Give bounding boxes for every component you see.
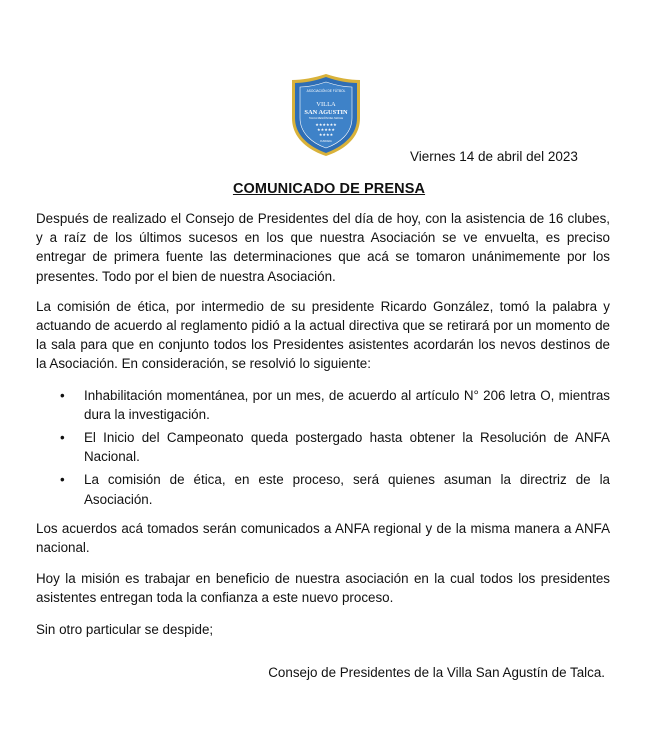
svg-text:★★★★★: ★★★★★ <box>317 127 335 132</box>
bullet-dot-icon: • <box>60 472 65 488</box>
document-title: COMUNICADO DE PRENSA <box>232 181 426 197</box>
svg-text:★★★★: ★★★★ <box>318 132 334 137</box>
body-paragraph: Después de realizado el Consejo de Presidentes del día de hoy, con la asistencia de 16 clubes, y a raíz de los últimos sucesos en los que nuestra Asociación se ve envuelta, es preciso entregar de primera fuente las determinaciones que acá se tomaron unánimemente por los presentes. Todo por el bien de nuestra Asociación. <box>36 211 610 284</box>
logo-subtitle: TALCA REGIÓN DEL MAULE <box>308 117 344 120</box>
logo-name-line1: VILLA <box>316 101 336 108</box>
document-date: Viernes 14 de abril del 2023 <box>410 149 578 164</box>
logo-name-line2: SAN AGUSTIN <box>304 109 348 116</box>
body-paragraph: Hoy la misión es trabajar en beneficio de nuestra asociación en la cual todos los presidentes asistentes entregan toda la confianza a este nuevo proceso. <box>36 571 610 606</box>
logo-top-text: ASOCIACIÓN DE FÚTBOL <box>306 89 346 93</box>
resolutions-list <box>36 386 610 509</box>
shield-logo-icon <box>290 72 362 158</box>
bullet-dot-icon: • <box>60 430 65 446</box>
list-item <box>36 470 610 508</box>
document-body <box>36 209 610 651</box>
logo-bottom-text: FUNDADA <box>320 140 332 143</box>
list-item-text: La comisión de ética, en este proceso, será quienes asuman la directriz de la Asociación. <box>84 472 610 507</box>
list-item <box>36 386 610 424</box>
association-logo <box>290 72 362 158</box>
list-item-text: Inhabilitación momentánea, por un mes, de acuerdo al artículo N° 206 letra O, mientras dura la investigación. <box>84 387 610 422</box>
farewell-line: Sin otro particular se despide; <box>36 621 214 637</box>
signature: Consejo de Presidentes de la Villa San Agustín de Talca. <box>268 665 605 680</box>
svg-text:★★★★★★: ★★★★★★ <box>315 122 337 127</box>
body-paragraph: Los acuerdos acá tomados serán comunicados a ANFA regional y de la misma manera a ANFA nacional. <box>36 520 610 556</box>
list-item <box>36 428 610 466</box>
body-paragraph: La comisión de ética, por intermedio de su presidente Ricardo González, tomó la palabra y actuando de acuerdo al reglamento pidió a la actual directiva que se retirará por un momento de la sala para que en conjunto todos los Presidentes asistentes acordarán los nevos destinos de la Asociación. En consideración, se resolvió lo siguiente: <box>36 298 610 372</box>
list-item-text: El Inicio del Campeonato queda postergado hasta obtener la Resolución de ANFA Nacional. <box>84 430 610 465</box>
bullet-dot-icon: • <box>60 387 65 403</box>
